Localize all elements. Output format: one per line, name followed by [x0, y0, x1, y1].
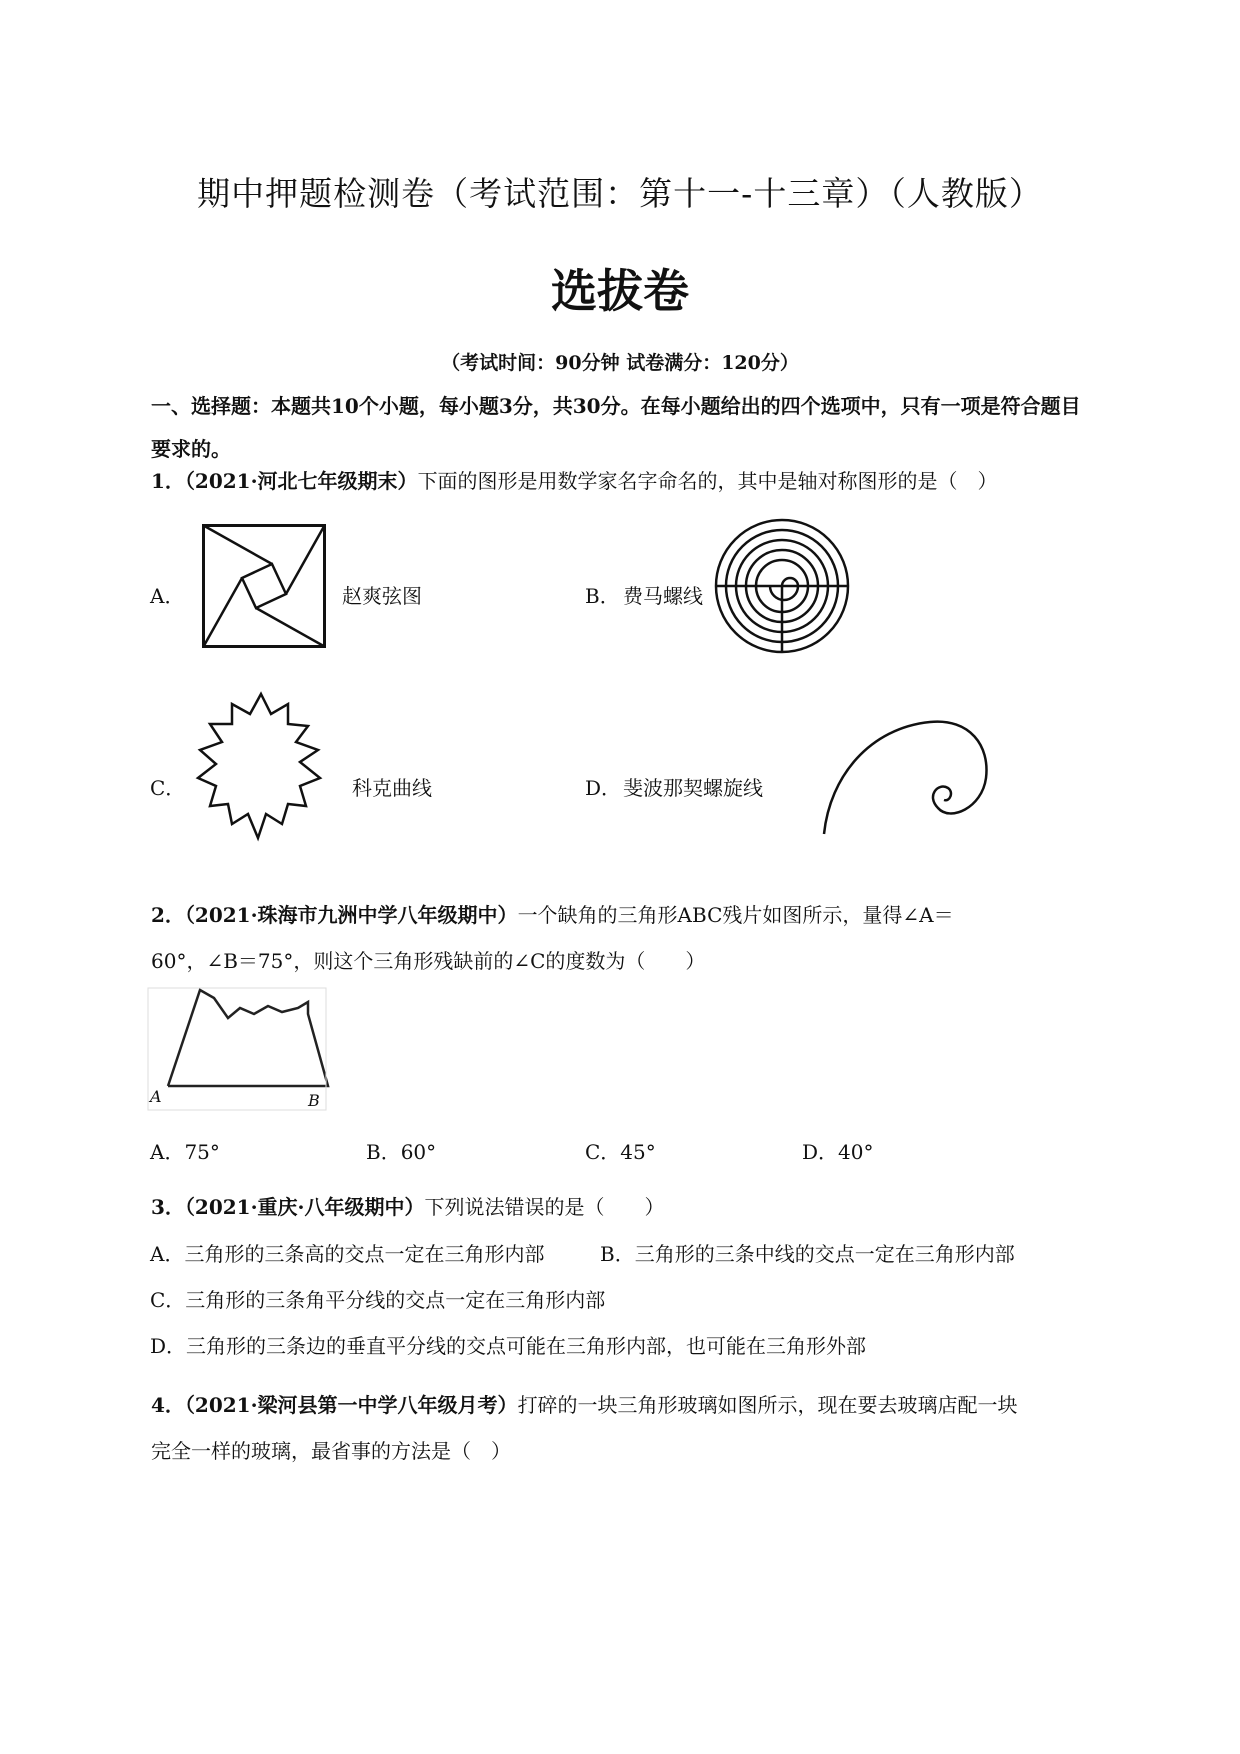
question-number: 3．: [151, 1195, 185, 1219]
question-source: （2021·珠海市九洲中学八年级期中）: [184, 903, 518, 927]
q1-option-c-label: 科克曲线: [352, 776, 432, 800]
question-2-stem-line2: 60°，∠B＝75°，则这个三角形残缺前的∠C的度数为（ ）: [151, 949, 706, 973]
q3-option-d: D．三角形的三条边的垂直平分线的交点可能在三角形内部，也可能在三角形外部: [150, 1334, 867, 1358]
exam-info: （考试时间：90分钟 试卷满分：120分）: [441, 352, 799, 374]
question-2-stem-line1: [151, 900, 954, 930]
koch-curve-diagram: [196, 692, 326, 840]
q1-option-b-label: 费马螺线: [623, 584, 703, 608]
question-text: 一个缺角的三角形ABC残片如图所示，量得∠A＝: [517, 903, 954, 927]
question-4-stem-line2: 完全一样的玻璃，最省事的方法是（ ）: [151, 1439, 511, 1463]
question-3-stem: [151, 1192, 665, 1222]
vertex-a-label: A: [150, 1087, 162, 1106]
question-number: 4．: [151, 1393, 185, 1417]
question-text: 下面的图形是用数学家名字命名的，其中是轴对称图形的是（ ）: [417, 469, 998, 493]
question-source: （2021·重庆·八年级期中）: [184, 1195, 425, 1219]
fibonacci-spiral-diagram: [820, 716, 1000, 836]
q3-option-b: B．三角形的三条中线的交点一定在三角形内部: [600, 1242, 1015, 1266]
q1-option-a-letter: A．: [150, 584, 185, 608]
q1-option-d-letter: D．: [585, 776, 622, 800]
question-number: 2．: [151, 903, 185, 927]
question-1-stem: [151, 466, 998, 496]
q1-option-b-letter: B．: [585, 584, 620, 608]
page-title: 期中押题检测卷（考试范围：第十一-十三章）（人教版）: [197, 174, 1043, 213]
q3-option-c: C．三角形的三条角平分线的交点一定在三角形内部: [150, 1288, 606, 1312]
q2-option-c: C．45°: [585, 1140, 656, 1164]
fermat-spiral-diagram: [714, 518, 850, 654]
q1-option-a-label: 赵爽弦图: [342, 584, 422, 608]
q2-option-a: A．75°: [150, 1140, 220, 1164]
q1-option-d-label: 斐波那契螺旋线: [623, 776, 763, 800]
q2-option-b: B．60°: [366, 1140, 437, 1164]
question-4-stem-line1: [151, 1390, 1018, 1420]
question-source: （2021·梁河县第一中学八年级月考）: [184, 1393, 518, 1417]
question-source: （2021·河北七年级期末）: [184, 469, 418, 493]
q1-option-c-letter: C．: [150, 776, 186, 800]
q3-option-a: A．三角形的三条高的交点一定在三角形内部: [150, 1242, 545, 1266]
question-number: 1．: [151, 469, 185, 493]
question-text: 打碎的一块三角形玻璃如图所示，现在要去玻璃店配一块: [517, 1393, 1018, 1417]
section-heading: 一、选择题：本题共10个小题，每小题3分，共30分。在每小题给出的四个选项中，只有一项是符合题目要求的。: [151, 394, 1081, 461]
q2-option-d: D．40°: [802, 1140, 874, 1164]
vertex-b-label: B: [308, 1091, 320, 1110]
question-text: 下列说法错误的是（ ）: [424, 1195, 665, 1219]
zhao-shuang-diagram: [202, 524, 326, 648]
paper-subtitle: 选拔卷: [551, 264, 689, 318]
broken-triangle-diagram: [148, 988, 328, 1112]
